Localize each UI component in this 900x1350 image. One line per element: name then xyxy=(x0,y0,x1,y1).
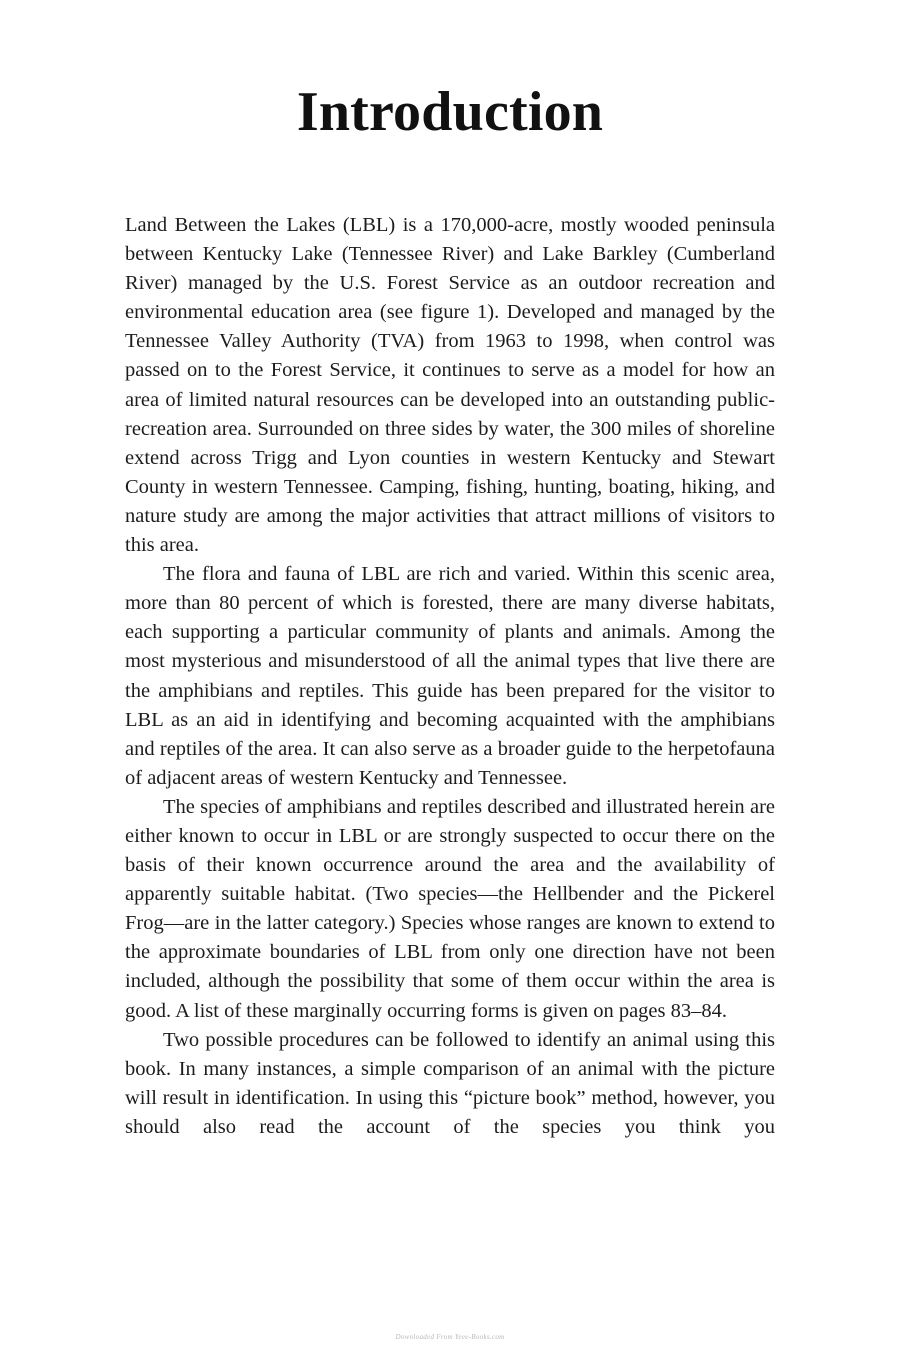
chapter-title: Introduction xyxy=(296,81,604,143)
body-text xyxy=(125,211,775,1142)
paragraph-3: The species of amphibians and reptiles described and illustrated herein are either known to occur in LBL or are strongly suspected to occur there on the basis of their known occurrence around the area and the availability of apparently suitable habitat. (Two species—the Hellbender and the Pickerel Frog—are in the latter category.) Species whose ranges are known to extend to the approximate boundaries of LBL from only one direction have not been included, although the possibility that some of them occur within the area is good. A list of these marginally occurring forms is given on pages 83–84. xyxy=(125,795,775,1022)
paragraph-1: Land Between the Lakes (LBL) is a 170,000-acre, mostly wooded peninsula between Kentucky Lake (Tennessee River) and Lake Barkley (Cumberland River) managed by the U.S. Forest Service as an outdoor recreation and environmental education area (see figure 1). Developed and managed by the Tennessee Valley Authority (TVA) from 1963 to 1998, when control was passed on to the Forest Service, it continues to serve as a model for how an area of limited natural resources can be developed into an outstanding public-recreation area. Surrounded on three sides by water, the 300 miles of shoreline extend across Trigg and Lyon counties in western Kentucky and Stewart County in western Tennessee. Camping, fishing, hunting, boating, hiking, and nature study are among the major activities that attract millions of visitors to this area. xyxy=(125,214,775,557)
paragraph-4: Two possible procedures can be followed to identify an animal using this book. In many instances, a simple comparison of an animal with the picture will result in identification. In using this “picture book” method, however, you should also read the account of the species you think you xyxy=(125,1028,775,1138)
download-watermark: Downloaded From Yeee-Books.com xyxy=(395,1333,505,1341)
paragraph-2: The flora and fauna of LBL are rich and varied. Within this scenic area, more than 80 percent of which is forested, there are many diverse habitats, each supporting a particular community of plants and animals. Among the most mysterious and misunderstood of all the animal types that live there are the amphibians and reptiles. This guide has been prepared for the visitor to LBL as an aid in identifying and becoming acquainted with the amphibians and reptiles of the area. It can also serve as a broader guide to the herpetofauna of adjacent areas of western Kentucky and Tennessee. xyxy=(125,563,775,789)
